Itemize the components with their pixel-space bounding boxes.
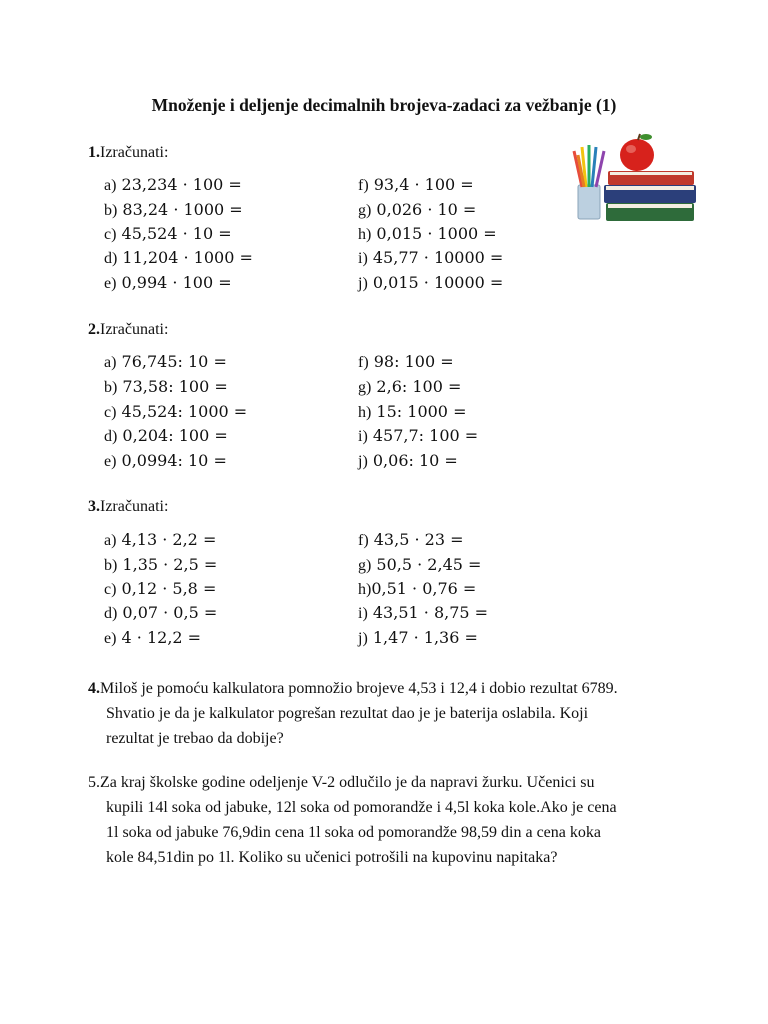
section-3-colon: : xyxy=(163,498,169,515)
exercise-1c: c) 45,524 · 10 = xyxy=(104,224,232,243)
exercise-2a: a) 76,745: 10 = xyxy=(104,352,227,371)
problem-4-number: 4. xyxy=(88,680,100,697)
section-2-heading xyxy=(88,321,168,339)
exercise-1g: g) 0,026 · 10 = xyxy=(358,200,477,219)
exercise-2f: f) 98: 100 = xyxy=(358,352,454,371)
exercise-3e: e) 4 · 12,2 = xyxy=(104,628,202,647)
exercise-3a: a) 4,13 · 2,2 = xyxy=(104,530,217,549)
problem-5-line-4: kole 84,51din po 1l. Koliko su učenici potrošili na kupovinu napitaka? xyxy=(106,849,558,866)
exercise-1i: i) 45,77 · 10000 = xyxy=(358,248,504,267)
section-2-label: Izračunati xyxy=(100,321,164,338)
exercise-1d: d) 11,204 · 1000 = xyxy=(104,248,253,267)
problem-4-line-2: Shvatio je da je kalkulator pogrešan rezultat dao je je baterija oslabila. Koji xyxy=(106,705,589,722)
section-1-colon: : xyxy=(163,144,169,161)
exercise-1e: e) 0,994 · 100 = xyxy=(104,273,232,292)
section-3-heading xyxy=(88,498,168,516)
exercise-1h: h) 0,015 · 1000 = xyxy=(358,224,497,243)
section-2-colon: : xyxy=(163,321,169,338)
exercise-2b: b) 73,58: 100 = xyxy=(104,377,228,396)
word-problem-4 xyxy=(88,676,728,751)
exercise-2e: e) 0,0994: 10 = xyxy=(104,451,227,470)
exercise-1j: j) 0,015 · 10000 = xyxy=(358,273,504,292)
exercise-3g: g) 50,5 · 2,45 = xyxy=(358,555,482,574)
problem-5-line-2: kupili 14l soka od jabuke, 12l soka od pomorandže i 4,5l koka kole.Ako je cena xyxy=(106,799,617,816)
exercise-2i: i) 457,7: 100 = xyxy=(358,426,479,445)
problem-4-line-3: rezultat je trebao da dobije? xyxy=(106,730,284,747)
problem-5-line-1: Za kraj školske godine odeljenje V-2 odlučilo je da napravi žurku. Učenici su xyxy=(100,774,595,791)
exercise-3c: c) 0,12 · 5,8 = xyxy=(104,579,217,598)
exercise-2j: j) 0,06: 10 = xyxy=(358,451,458,470)
exercise-1b: b) 83,24 · 1000 = xyxy=(104,200,243,219)
section-3-number: 3. xyxy=(88,498,100,515)
exercise-2g: g) 2,6: 100 = xyxy=(358,377,462,396)
apple-books-pencils-icon xyxy=(562,133,704,227)
section-3-label: Izračunati xyxy=(100,498,164,515)
exercise-1f: f) 93,4 · 100 = xyxy=(358,175,474,194)
problem-4-line-1: Miloš je pomoću kalkulatora pomnožio brojeve 4,53 i 12,4 i dobio rezultat 6789. xyxy=(100,680,618,697)
exercise-2c: c) 45,524: 1000 = xyxy=(104,402,248,421)
exercise-3b: b) 1,35 · 2,5 = xyxy=(104,555,218,574)
section-1-number: 1. xyxy=(88,144,100,161)
exercise-2d: d) 0,204: 100 = xyxy=(104,426,228,445)
exercise-3i: i) 43,51 · 8,75 = xyxy=(358,603,489,622)
exercise-1a: a) 23,234 · 100 = xyxy=(104,175,242,194)
exercise-2h: h) 15: 1000 = xyxy=(358,402,467,421)
problem-5-line-3: 1l soka od jabuke 76,9din cena 1l soka od pomorandže 98,59 din a cena koka xyxy=(106,824,601,841)
section-2-number: 2. xyxy=(88,321,100,338)
section-1-label: Izračunati xyxy=(100,144,164,161)
exercise-3h: h)0,51 · 0,76 = xyxy=(358,579,477,598)
exercise-3d: d) 0,07 · 0,5 = xyxy=(104,603,218,622)
exercise-3f: f) 43,5 · 23 = xyxy=(358,530,464,549)
exercise-3j: j) 1,47 · 1,36 = xyxy=(358,628,478,647)
word-problem-5 xyxy=(88,770,728,870)
section-1-heading xyxy=(88,144,168,162)
problem-5-number: 5. xyxy=(88,774,100,791)
worksheet-title: Množenje i deljenje decimalnih brojeva-zadaci za vežbanje (1) xyxy=(151,95,617,115)
